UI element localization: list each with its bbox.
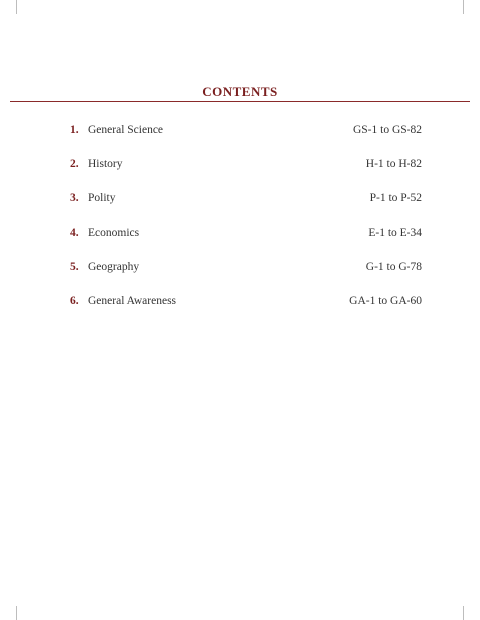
toc-entry-title: General Science [88, 124, 164, 136]
crop-mark-top-right [463, 0, 464, 14]
toc-entry-number: 3. [70, 192, 79, 205]
toc-entry-history[interactable] [70, 158, 422, 192]
toc-entry-title: Polity [88, 192, 116, 205]
crop-mark-bottom-right [463, 606, 464, 620]
toc-entry-number: 2. [70, 158, 79, 171]
toc-entry-title: History [88, 158, 123, 171]
toc-entry-general-awareness[interactable] [70, 295, 422, 329]
toc-entry-pages: GA-1 to GA-60 [349, 294, 422, 307]
toc-entry-polity[interactable] [70, 192, 422, 226]
toc-entry-title: Geography [88, 260, 140, 273]
toc-entry-pages: G-1 to G-78 [365, 260, 422, 273]
toc-entry-number: 4. [70, 226, 79, 239]
toc-entry-general-science[interactable] [70, 124, 422, 158]
toc-entry-number: 5. [70, 260, 79, 273]
page-title: CONTENTS [202, 84, 278, 99]
crop-mark-top-left [16, 0, 17, 14]
crop-mark-bottom-left [16, 606, 17, 620]
toc-entry-number: 6. [70, 294, 79, 307]
toc-entry-pages: P-1 to P-52 [369, 192, 422, 205]
toc-entry-number: 1. [70, 124, 79, 136]
toc-entry-title: Economics [88, 226, 140, 239]
toc-entry-pages: H-1 to H-82 [365, 158, 422, 171]
toc-entry-pages: GS-1 to GS-82 [352, 124, 422, 136]
toc-entry-title: General Awareness [88, 294, 177, 307]
table-of-contents [70, 124, 422, 329]
toc-entry-geography[interactable] [70, 261, 422, 295]
toc-entry-economics[interactable] [70, 227, 422, 261]
title-divider [10, 101, 470, 102]
toc-entry-pages: E-1 to E-34 [368, 226, 422, 239]
